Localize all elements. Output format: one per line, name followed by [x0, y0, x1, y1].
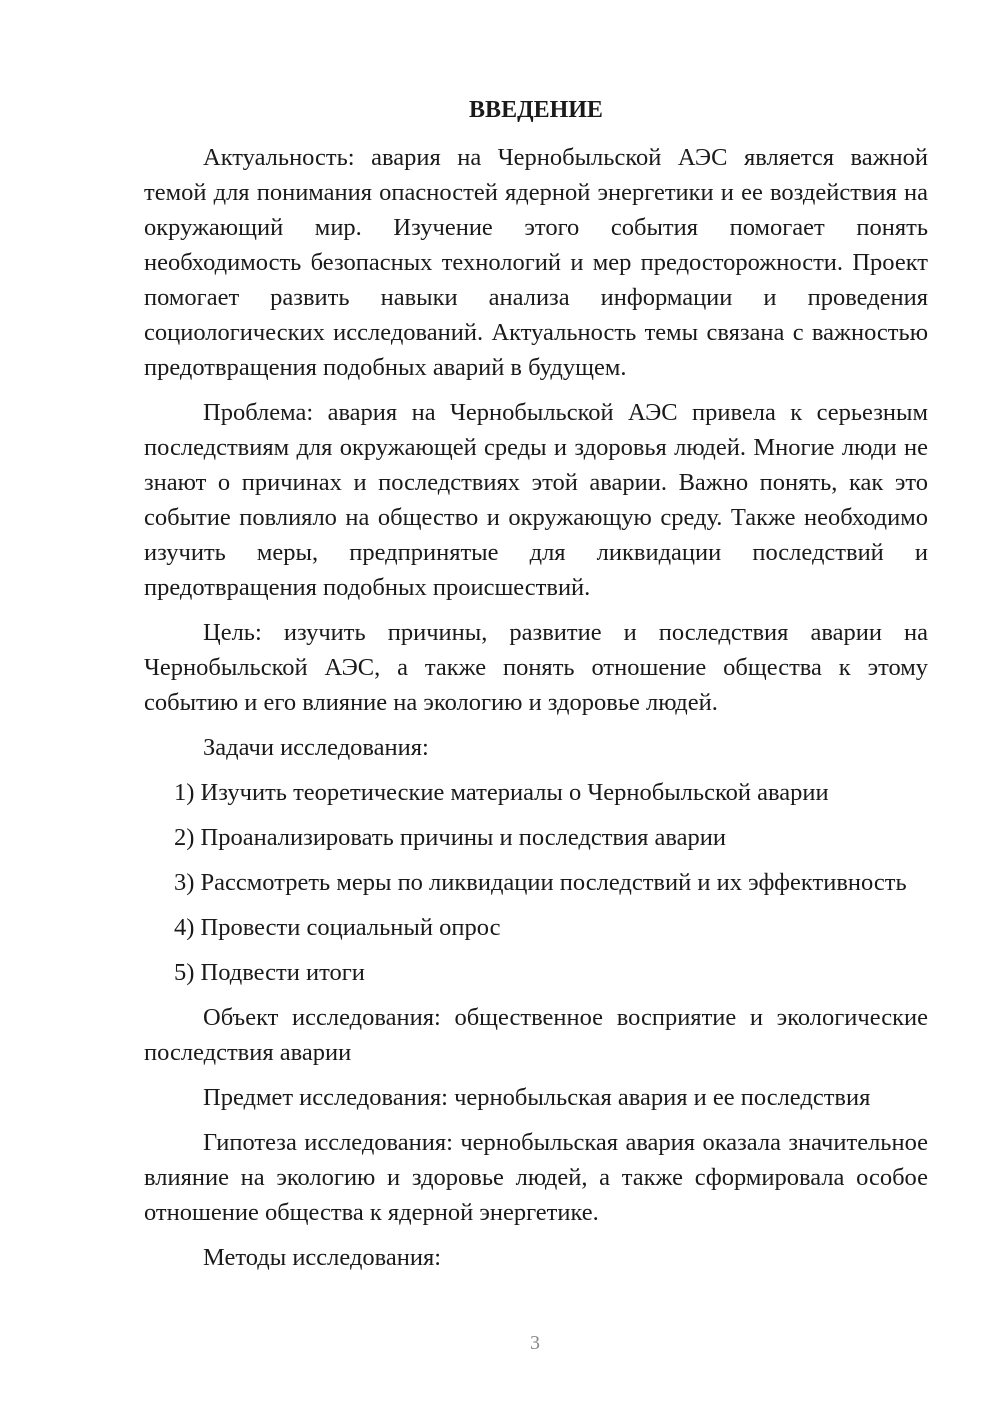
paragraph-subject: Предмет исследования: чернобыльская авария и ее последствия — [203, 1084, 871, 1111]
paragraph-goal: Цель: изучить причины, развитие и последствия аварии на Чернобыльской АЭС, а также понять отношение общества к этому событию и его влияние на экологию и здоровье людей. — [144, 619, 928, 716]
page-number: 3 — [530, 1332, 540, 1354]
tasks-list — [144, 775, 928, 990]
paragraph-relevance: Актуальность: авария на Чернобыльской АЭС является важной темой для понимания опасностей ядерной энергетики и ее воздействия на окружающий мир. Изучение этого события помогает понять необходимость безопасных технологий и мер предосторожности. Проект помогает развить навыки анализа информации и проведения социологических исследований. Актуальность темы связана с важностью предотвращения подобных аварий в будущем. — [144, 144, 928, 381]
page-content — [144, 90, 928, 1285]
paragraph-hypothesis: Гипотеза исследования: чернобыльская авария оказала значительное влияние на экологию и здоровье людей, а также сформировала особое отношение общества к ядерной энергетике. — [144, 1129, 928, 1226]
task-item: 3) Рассмотреть меры по ликвидации последствий и их эффективность — [174, 869, 907, 896]
document-title: ВВЕДЕНИЕ — [469, 97, 603, 123]
paragraph-tasks-heading: Задачи исследования: — [203, 734, 429, 761]
task-item: 5) Подвести итоги — [174, 959, 365, 986]
task-item: 4) Провести социальный опрос — [174, 914, 501, 941]
paragraph-problem: Проблема: авария на Чернобыльской АЭС привела к серьезным последствиям для окружающей среды и здоровья людей. Многие люди не знают о причинах и последствиях этой аварии. Важно понять, как это событие повлияло на общество и окружающую среду. Также необходимо изучить меры, предпринятые для ликвидации последствий и предотвращения подобных происшествий. — [144, 399, 928, 601]
task-item: 2) Проанализировать причины и последствия аварии — [174, 824, 726, 851]
paragraph-object: Объект исследования: общественное восприятие и экологические последствия аварии — [144, 1004, 928, 1066]
paragraph-methods: Методы исследования: — [203, 1244, 442, 1271]
task-item: 1) Изучить теоретические материалы о Чернобыльской аварии — [174, 779, 829, 806]
